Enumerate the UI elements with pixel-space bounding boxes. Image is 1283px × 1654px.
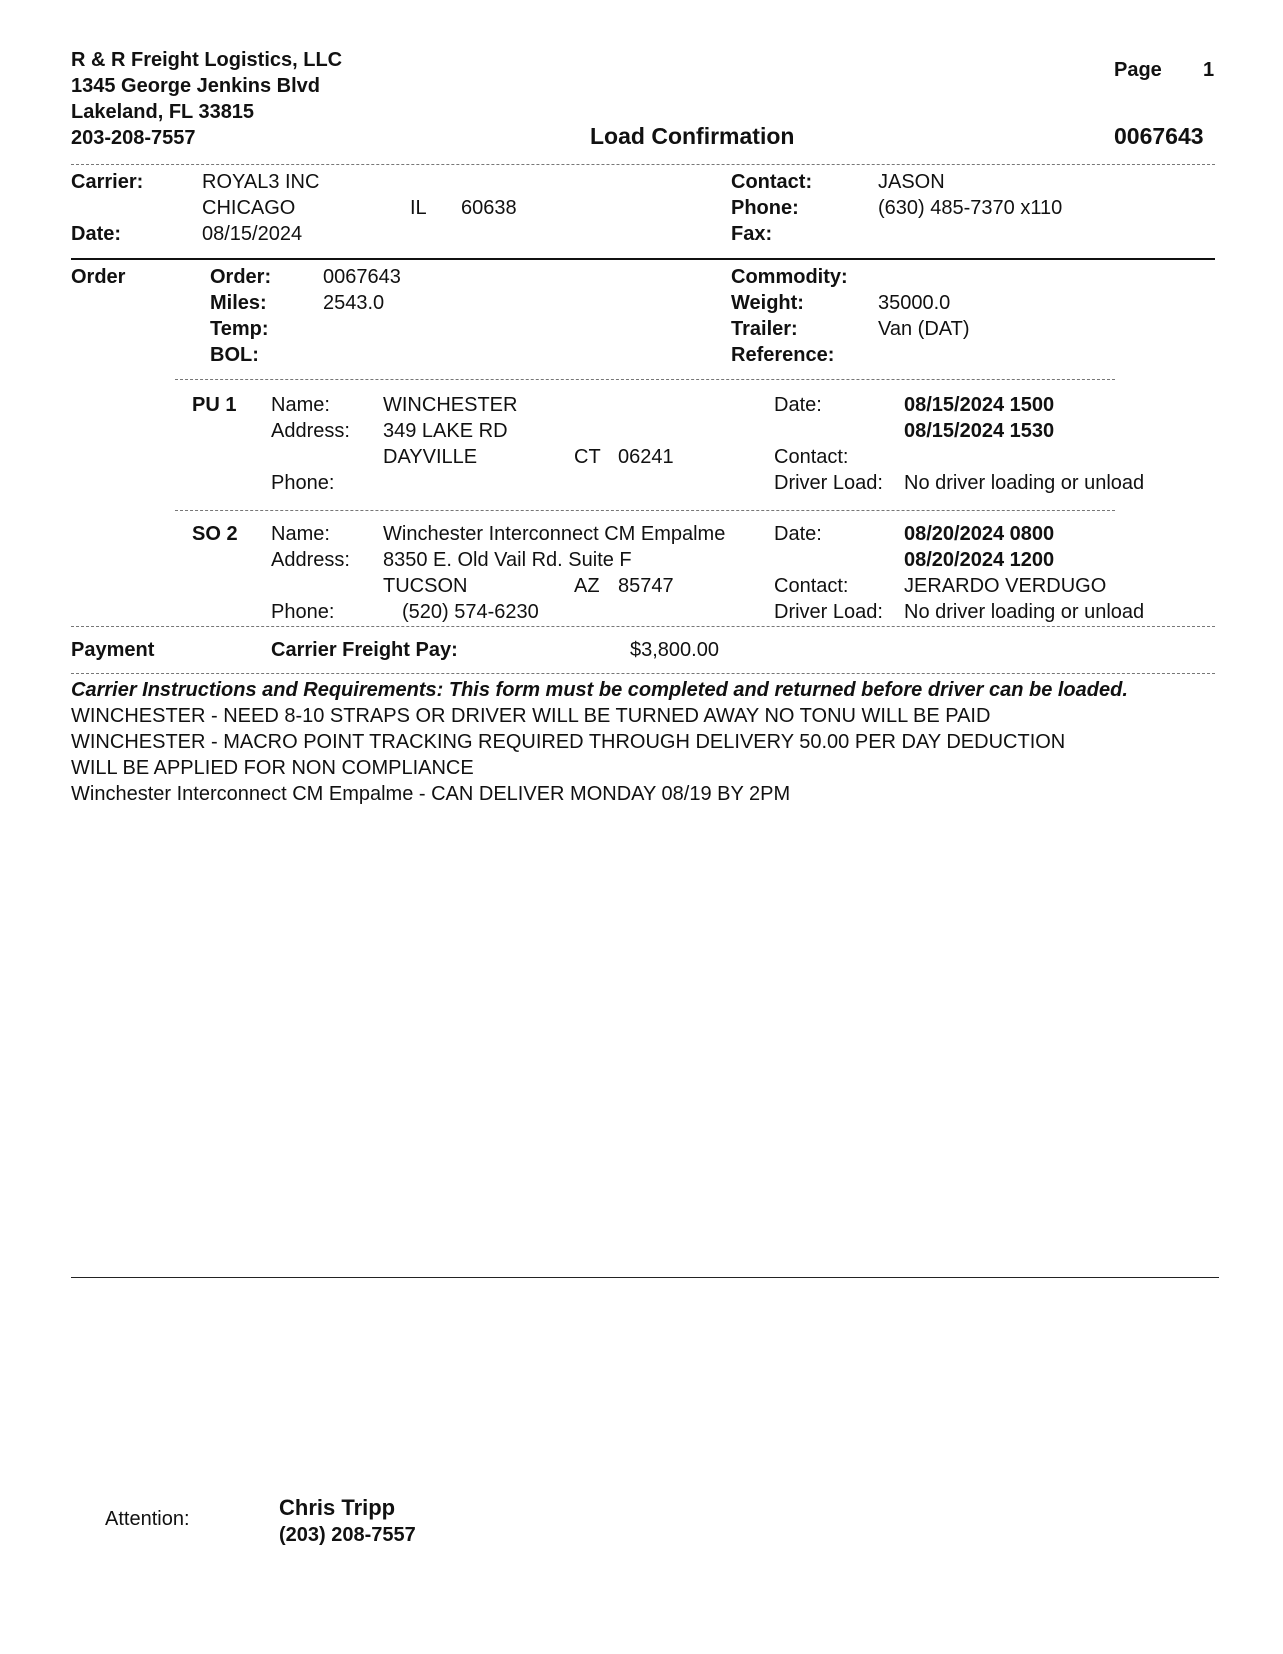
phone-label: Phone: [731,197,799,219]
miles-label: Miles: [210,292,267,314]
stop-address-label: Address: [271,420,350,442]
instructions-heading: Carrier Instructions and Requirements: This form must be completed and returned before driver can be loaded. [71,679,1128,701]
carrier-name: ROYAL3 INC [202,171,320,193]
document-number: 0067643 [1114,123,1204,149]
stop-state: AZ [574,575,600,597]
temp-label: Temp: [210,318,269,340]
page-label: Page [1114,59,1162,81]
fax-label: Fax: [731,223,773,245]
page-number: 1 [1203,59,1215,81]
bol-label: BOL: [210,344,259,366]
carrier-contact: JASON [878,171,945,193]
stop-divider [175,510,1115,511]
stop-address-label: Address: [271,549,350,571]
attention-label: Attention: [105,1508,190,1530]
document-title: Load Confirmation [590,123,795,149]
signature-line [71,1277,1219,1278]
commodity-label: Commodity: [731,266,848,288]
weight-value: 35000.0 [878,292,951,314]
attention-phone: (203) 208-7557 [279,1524,416,1546]
stop-date-label: Date: [774,394,822,416]
reference-label: Reference: [731,344,835,366]
stop-city: DAYVILLE [383,446,478,468]
carrier-divider [71,258,1215,260]
stop-zip: 85747 [618,575,674,597]
stop-code: PU 1 [192,394,237,416]
instruction-line: WILL BE APPLIED FOR NON COMPLIANCE [71,757,474,779]
order-label: Order: [210,266,272,288]
carrier-zip: 60638 [461,197,517,219]
instruction-line: Winchester Interconnect CM Empalme - CAN DELIVER MONDAY 08/19 BY 2PM [71,783,791,805]
stop-date-end: 08/15/2024 1530 [904,420,1055,442]
stop-contact: JERARDO VERDUGO [904,575,1107,597]
stop-driver-load: No driver loading or unload [904,472,1145,494]
carrier-freight-pay-label: Carrier Freight Pay: [271,639,458,661]
confirmation-date: 08/15/2024 [202,223,303,245]
contact-label: Contact: [731,171,813,193]
carrier-label: Carrier: [71,171,144,193]
stop-state: CT [574,446,601,468]
weight-label: Weight: [731,292,804,314]
stop-code: SO 2 [192,523,238,545]
stop-name-label: Name: [271,394,330,416]
stop-contact-label: Contact: [774,446,849,468]
attention-name: Chris Tripp [279,1495,396,1520]
stop-address: 349 LAKE RD [383,420,508,442]
trailer-value: Van (DAT) [878,318,970,340]
stop-zip: 06241 [618,446,674,468]
instruction-line: WINCHESTER - MACRO POINT TRACKING REQUIRED THROUGH DELIVERY 50.00 PER DAY DEDUCTION [71,731,1066,753]
stop-phone-label: Phone: [271,601,335,623]
stop-name: Winchester Interconnect CM Empalme [383,523,726,545]
stops-divider [71,626,1215,627]
stop-name: WINCHESTER [383,394,518,416]
stop-contact-label: Contact: [774,575,849,597]
payment-section-label: Payment [71,639,155,661]
stop-date-start: 08/20/2024 0800 [904,523,1055,545]
stop-date-label: Date: [774,523,822,545]
stop-driver-load: No driver loading or unload [904,601,1145,623]
stop-phone-label: Phone: [271,472,335,494]
carrier-phone: (630) 485-7370 x110 [878,197,1063,219]
company-name: R & R Freight Logistics, LLC [71,49,343,71]
company-address: 1345 George Jenkins Blvd [71,75,321,97]
stop-city: TUCSON [383,575,468,597]
stop-date-start: 08/15/2024 1500 [904,394,1055,416]
trailer-label: Trailer: [731,318,798,340]
company-city-line: Lakeland, FL 33815 [71,101,255,123]
stop-driver-load-label: Driver Load: [774,472,883,494]
stop-address: 8350 E. Old Vail Rd. Suite F [383,549,632,571]
stop-date-end: 08/20/2024 1200 [904,549,1055,571]
order-divider [175,379,1115,380]
date-label: Date: [71,223,122,245]
stop-phone: (520) 574-6230 [402,601,539,623]
stop-name-label: Name: [271,523,330,545]
instruction-line: WINCHESTER - NEED 8-10 STRAPS OR DRIVER WILL BE TURNED AWAY NO TONU WILL BE PAID [71,705,991,727]
stop-driver-load-label: Driver Load: [774,601,883,623]
carrier-freight-pay-amount: $3,800.00 [630,639,719,661]
company-phone: 203-208-7557 [71,127,196,149]
carrier-city: CHICAGO [202,197,296,219]
miles-value: 2543.0 [323,292,385,314]
order-section-label: Order [71,266,126,288]
order-value: 0067643 [323,266,401,288]
payment-divider [71,673,1215,674]
header-divider [71,164,1215,165]
carrier-state: IL [410,197,427,219]
